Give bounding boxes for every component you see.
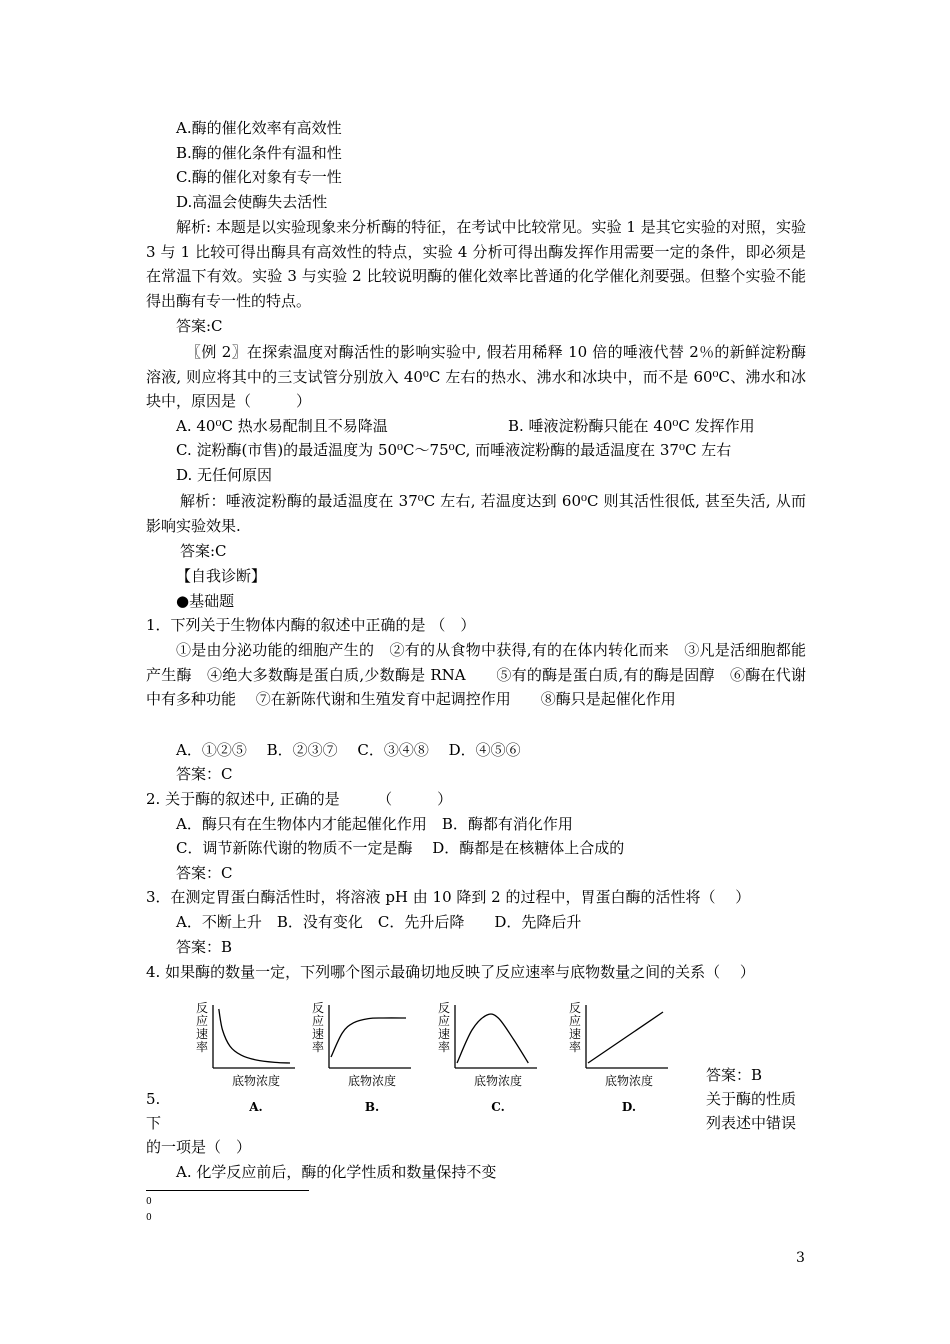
chart-d-xlabel: 底物浓度 — [604, 1074, 654, 1088]
chart-d — [563, 1000, 673, 1118]
chart-a-xlabel: 底物浓度 — [231, 1074, 281, 1088]
q3-options: A．不断上升 B．没有变化 C．先升后降 D．先降后升 — [176, 913, 582, 931]
chart-c — [432, 1000, 542, 1118]
chart-c-ylabel-4: 率 — [437, 1040, 451, 1054]
chart-c-curve — [457, 1014, 528, 1063]
example1-option-a: A.酶的催化效率有高效性 — [176, 119, 342, 137]
chart-d-ylabel-4: 率 — [568, 1040, 582, 1054]
chart-b-ylabel-2: 应 — [311, 1014, 325, 1028]
diagnosis-subheading: ●基础题 — [176, 592, 235, 610]
q1-stem: 1．下列关于生物体内酶的叙述中正确的是 （ ） — [146, 616, 476, 634]
example2-answer: 答案:C — [180, 542, 227, 560]
chart-c-ylabel-2: 应 — [437, 1014, 451, 1028]
chart-b-ylabel-4: 率 — [311, 1040, 325, 1054]
q1-body: ①是由分泌功能的细胞产生的 ②有的从食物中获得,有的在体内转化而来 ③凡是活细胞都能产生酶 ④绝大多数酶是蛋白质,少数酶是 RNA ⑤有的酶是蛋白质,有的酶是固醇 ⑥酶在代谢中有多种功能 ⑦在新陈代谢和生殖发育中起调控作用 ⑧酶只是起催化作用 — [146, 641, 806, 708]
q5-tail: 的一项是（ ） — [146, 1138, 252, 1156]
chart-d-curve — [588, 1012, 663, 1063]
chart-c-ylabel-1: 反 — [437, 1001, 451, 1015]
q4-answer: 答案：B — [706, 1066, 763, 1084]
example2-stem: 〖例 2〗在探索温度对酶活性的影响实验中, 假若用稀释 10 倍的唾液代替 2％的新鲜淀粉酶溶液, 则应将其中的三支试管分别放入 40⁰C 左右的热水、沸水和冰块中，而不是 60⁰C、沸水和冰块中，原因是（ ） — [146, 343, 806, 410]
chart-d-ylabel-1: 反 — [568, 1001, 582, 1015]
example1-option-d: D.高温会使酶失去活性 — [176, 193, 328, 211]
q5-option-a: A. 化学反应前后，酶的化学性质和数量保持不变 — [176, 1163, 497, 1181]
footnote-1: 0 — [146, 1197, 152, 1207]
chart-d-ylabel-2: 应 — [568, 1014, 582, 1028]
q1-answer: 答案：C — [176, 765, 233, 783]
chart-b — [306, 1000, 416, 1118]
chart-b-caption: B. — [364, 1100, 380, 1114]
chart-b-curve — [331, 1018, 406, 1057]
chart-c-caption: C. — [491, 1100, 505, 1114]
q1-options: A．①②⑤ B．②③⑦ C．③④⑧ D．④⑤⑥ — [176, 741, 521, 759]
chart-b-ylabel-3: 速 — [311, 1027, 325, 1041]
chart-b-ylabel-1: 反 — [311, 1001, 325, 1015]
q2-options-ab: A．酶只有在生物体内才能起催化作用 B．酶都有消化作用 — [176, 815, 573, 833]
chart-b-xlabel: 底物浓度 — [347, 1074, 397, 1088]
chart-a-curve — [219, 1009, 290, 1063]
chart-a-caption: A. — [249, 1100, 263, 1114]
chart-c-svg — [432, 1000, 542, 1118]
footnote-2: 0 — [146, 1213, 152, 1223]
q2-options-cd: C．调节新陈代谢的物质不一定是酶 D．酶都是在核糖体上合成的 — [176, 839, 625, 857]
example2-option-b: B. 唾液淀粉酶只能在 40⁰C 发挥作用 — [508, 417, 755, 435]
example1-option-b: B.酶的催化条件有温和性 — [176, 144, 342, 162]
chart-a — [190, 1000, 300, 1118]
chart-a-svg — [190, 1000, 300, 1118]
q4-stem: 4. 如果酶的数量一定，下列哪个图示最确切地反映了反应速率与底物数量之间的关系（ ） — [146, 963, 755, 981]
q5-side-1: 关于酶的性质 — [706, 1090, 797, 1108]
q3-stem: 3．在测定胃蛋白酶活性时，将溶液 pH 由 10 降到 2 的过程中，胃蛋白酶的活性将（ ） — [146, 888, 751, 906]
q5-xia: 下 — [146, 1114, 162, 1132]
chart-d-caption: D. — [621, 1100, 637, 1114]
q2-stem: 2. 关于酶的叙述中, 正确的是 （ ） — [146, 790, 453, 808]
chart-b-svg — [306, 1000, 416, 1118]
example1-answer: 答案:C — [176, 317, 223, 335]
q3-answer: 答案：B — [176, 938, 233, 956]
q5-number: 5. — [146, 1090, 161, 1108]
footnote-rule — [146, 1190, 309, 1191]
chart-a-ylabel-4: 率 — [195, 1040, 209, 1054]
example2-option-d: D. 无任何原因 — [176, 466, 273, 484]
example2-option-c: C. 淀粉酶(市售)的最适温度为 50⁰C～75⁰C, 而唾液淀粉酶的最适温度在 37⁰C 左右 — [176, 441, 732, 459]
q2-answer: 答案：C — [176, 864, 233, 882]
chart-c-ylabel-3: 速 — [437, 1027, 451, 1041]
diagnosis-heading: 【自我诊断】 — [176, 567, 267, 585]
example1-option-c: C.酶的催化对象有专一性 — [176, 168, 342, 186]
chart-d-svg — [563, 1000, 673, 1118]
example2-option-a: A. 40⁰C 热水易配制且不易降温 — [176, 417, 388, 435]
chart-a-ylabel-2: 应 — [195, 1014, 209, 1028]
chart-a-ylabel-1: 反 — [195, 1001, 209, 1015]
chart-a-ylabel-3: 速 — [195, 1027, 209, 1041]
example2-analysis: 解析：唾液淀粉酶的最适温度在 37⁰C 左右, 若温度达到 60⁰C 则其活性很低, 甚至失活, 从而影响实验效果. — [146, 492, 806, 535]
q5-side-2: 列表述中错误 — [706, 1114, 797, 1132]
page-number: 3 — [796, 1250, 805, 1266]
chart-d-ylabel-3: 速 — [568, 1027, 582, 1041]
example1-analysis: 解析: 本题是以实验现象来分析酶的特征，在考试中比较常见。实验 1 是其它实验的对照，实验 3 与 1 比较可得出酶具有高效性的特点，实验 4 分析可得出酶发挥作用需要一定的条件，即必须是在常温下有效。实验 3 与实验 2 比较说明酶的催化效率比普通的化学催化剂要强。但整个实验不能得出酶有专一性的特点。 — [146, 218, 806, 310]
chart-c-xlabel: 底物浓度 — [473, 1074, 523, 1088]
